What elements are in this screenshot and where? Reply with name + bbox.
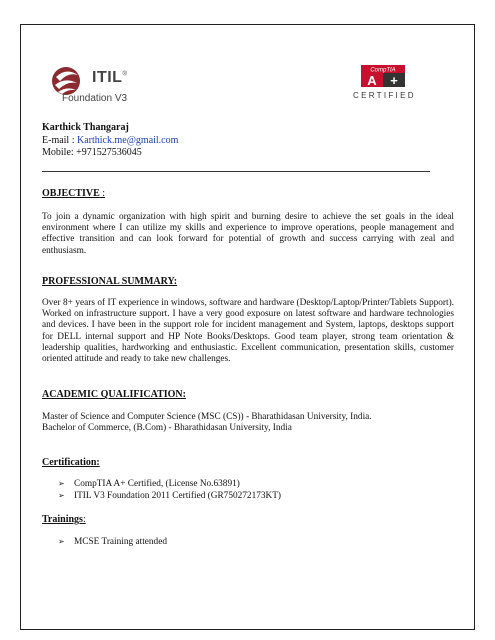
trainings-list	[58, 536, 167, 548]
contact-block	[42, 122, 178, 160]
objective-text: To join a dynamic organization with high spirit and burning desire to achieve the set goals in the ideal environment where I can utilize my skills and experience to improve operations, people management and effective transition and can look forward for potential of growth and success carrying with zeal and enthusiasm.	[42, 212, 454, 256]
email-link[interactable]: Karthick.me@gmail.com	[77, 134, 179, 146]
academic-item: Bachelor of Commerce, (B.Com) - Bharathidasan University, India	[42, 423, 292, 434]
mobile-number: +971527536045	[76, 147, 142, 158]
certification-list	[58, 478, 281, 502]
itil-logo-text: ITIL®	[92, 69, 128, 86]
objective-heading: OBJECTIVE :	[42, 188, 106, 199]
arrow-bullet-icon: ➢	[58, 491, 65, 501]
academic-heading: ACADEMIC QUALIFICATION:	[42, 389, 186, 400]
itil-logo-subtitle: Foundation V3	[62, 93, 128, 104]
header-divider	[42, 171, 430, 172]
summary-heading: PROFESSIONAL SUMMARY:	[42, 276, 178, 287]
arrow-bullet-icon: ➢	[58, 537, 65, 546]
academic-list	[42, 412, 454, 434]
list-item: ➢ ITIL V3 Foundation 2011 Certified (GR750272173KT)	[58, 491, 282, 502]
trainings-heading: Trainings:	[42, 514, 86, 525]
comptia-brand-text: CompTIA	[370, 67, 396, 74]
svg-text:+: +	[390, 73, 398, 88]
summary-text: Over 8+ years of IT experience in windows, software and hardware (Desktop/Laptop/Printer/Tablets Support). Worked on infrastructure support. I have a very good exposure on latest software and hardware technologies and devices. I have been in the support role for incident management and System, laptops, desktops support for DELL internal support and HP Note Books/Desktops. Good team player, strong team orientation & leadership qualities, hardworking and enthusiastic. Excellent communication, presentation skills, customer oriented attitude and ready to take new challenges.	[42, 298, 454, 365]
mobile-line: Mobile: +971527536045	[42, 147, 142, 158]
email-line: E-mail : Karthick.me@gmail.com	[42, 134, 179, 146]
certification-heading: Certification:	[42, 457, 100, 468]
candidate-name: Karthick Thangaraj	[42, 122, 129, 133]
list-item: ➢ CompTIA A+ Certified, (License No.63891)	[58, 479, 240, 489]
arrow-bullet-icon: ➢	[58, 479, 65, 488]
comptia-certified-label: CERTIFIED	[353, 91, 416, 100]
svg-text:A: A	[367, 73, 377, 88]
list-item: ➢ MCSE Training attended	[58, 537, 167, 547]
academic-item: Master of Science and Computer Science (MSC (CS)) - Bharathidasan University, India.	[42, 412, 372, 422]
